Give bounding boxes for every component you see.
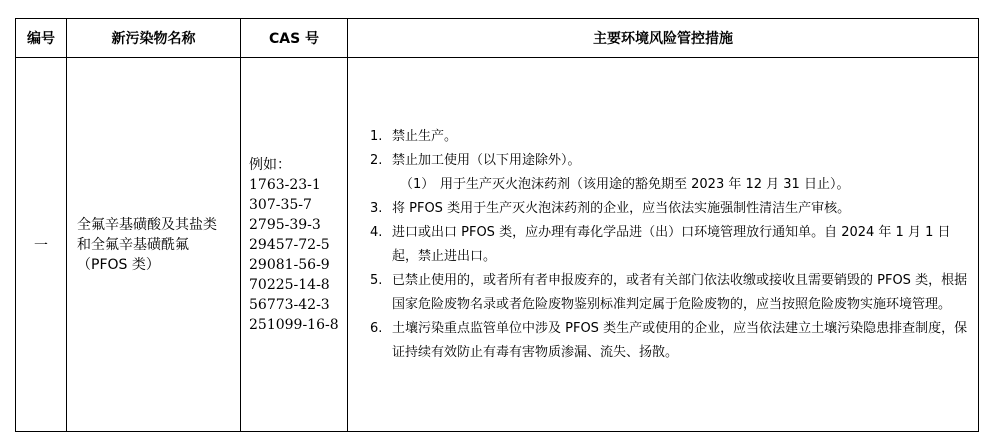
measure-number: 3.: [370, 200, 383, 216]
measure-text: 已禁止使用的，或者所有者申报废弃的，或者有关部门依法收缴或接收且需要销毁的 PFOS 类，根据国家危险废物名录或者危险废物鉴别标准判定属于危险废物的，应当按照危险废物实施环境管理。: [392, 272, 968, 312]
table-row: [16, 58, 979, 432]
cas-number: 2795-39-3: [249, 216, 321, 233]
measure-number: 6.: [370, 320, 383, 336]
measure-text: 土壤污染重点监管单位中涉及 PFOS 类生产或使用的企业，应当依法建立土壤污染隐患排查制度，保证持续有效防止有毒有害物质渗漏、流失、扬散。: [392, 320, 968, 360]
cas-number: 56773-42-3: [249, 296, 330, 313]
measure-text: 将 PFOS 类用于生产灭火泡沫药剂的企业，应当依法实施强制性清洁生产审核。: [392, 200, 851, 216]
cas-number: 307-35-7: [249, 196, 312, 213]
measure-text: 禁止加工使用（以下用途除外）。: [392, 152, 581, 168]
measure-text: 进口或出口 PFOS 类，应办理有毒化学品进（出）口环境管理放行通知单。自 2024 年 1 月 1 日起，禁止进出口。: [392, 224, 951, 264]
measure-item: [370, 317, 970, 365]
control-measures-cell: [348, 58, 979, 432]
pollutant-name-cell: [67, 58, 241, 432]
measure-sub-number: （1）: [400, 176, 435, 192]
measure-item: [370, 221, 970, 269]
measure-item: [370, 269, 970, 317]
cas-number: 70225-14-8: [249, 276, 330, 293]
measure-number: 2.: [370, 152, 383, 168]
header-row: [16, 19, 979, 58]
cas-number: 29081-56-9: [249, 256, 330, 273]
pollutant-name-line: （PFOS 类）: [77, 256, 160, 273]
measure-item: [370, 149, 970, 173]
cas-number: 29457-72-5: [249, 236, 330, 253]
pollutant-name-line: 全氟辛基磺酸及其盐类: [77, 216, 217, 233]
header-number: 编号: [16, 19, 67, 58]
measure-sub-text: 用于生产灭火泡沫药剂（该用途的豁免期至 2023 年 12 月 31 日止）。: [440, 176, 850, 192]
cas-number: 1763-23-1: [249, 176, 321, 193]
pollutant-name-line: 和全氟辛基磺酰氟: [77, 236, 189, 253]
cas-number: 251099-16-8: [249, 316, 339, 333]
measure-number: 1.: [370, 128, 383, 144]
measure-number: 4.: [370, 224, 383, 240]
cas-cell: [241, 58, 348, 432]
header-cas-number: CAS 号: [241, 19, 348, 58]
cas-example-label: 例如：: [249, 156, 291, 173]
row-number: 一: [16, 58, 67, 432]
measure-number: 5.: [370, 272, 383, 288]
measure-subitem: [370, 173, 970, 197]
measure-text: 禁止生产。: [392, 128, 458, 144]
measure-item: [370, 197, 970, 221]
header-control-measures: 主要环境风险管控措施: [348, 19, 979, 58]
measure-item: [370, 125, 970, 149]
pollutant-table: [15, 18, 979, 432]
header-pollutant-name: 新污染物名称: [67, 19, 241, 58]
